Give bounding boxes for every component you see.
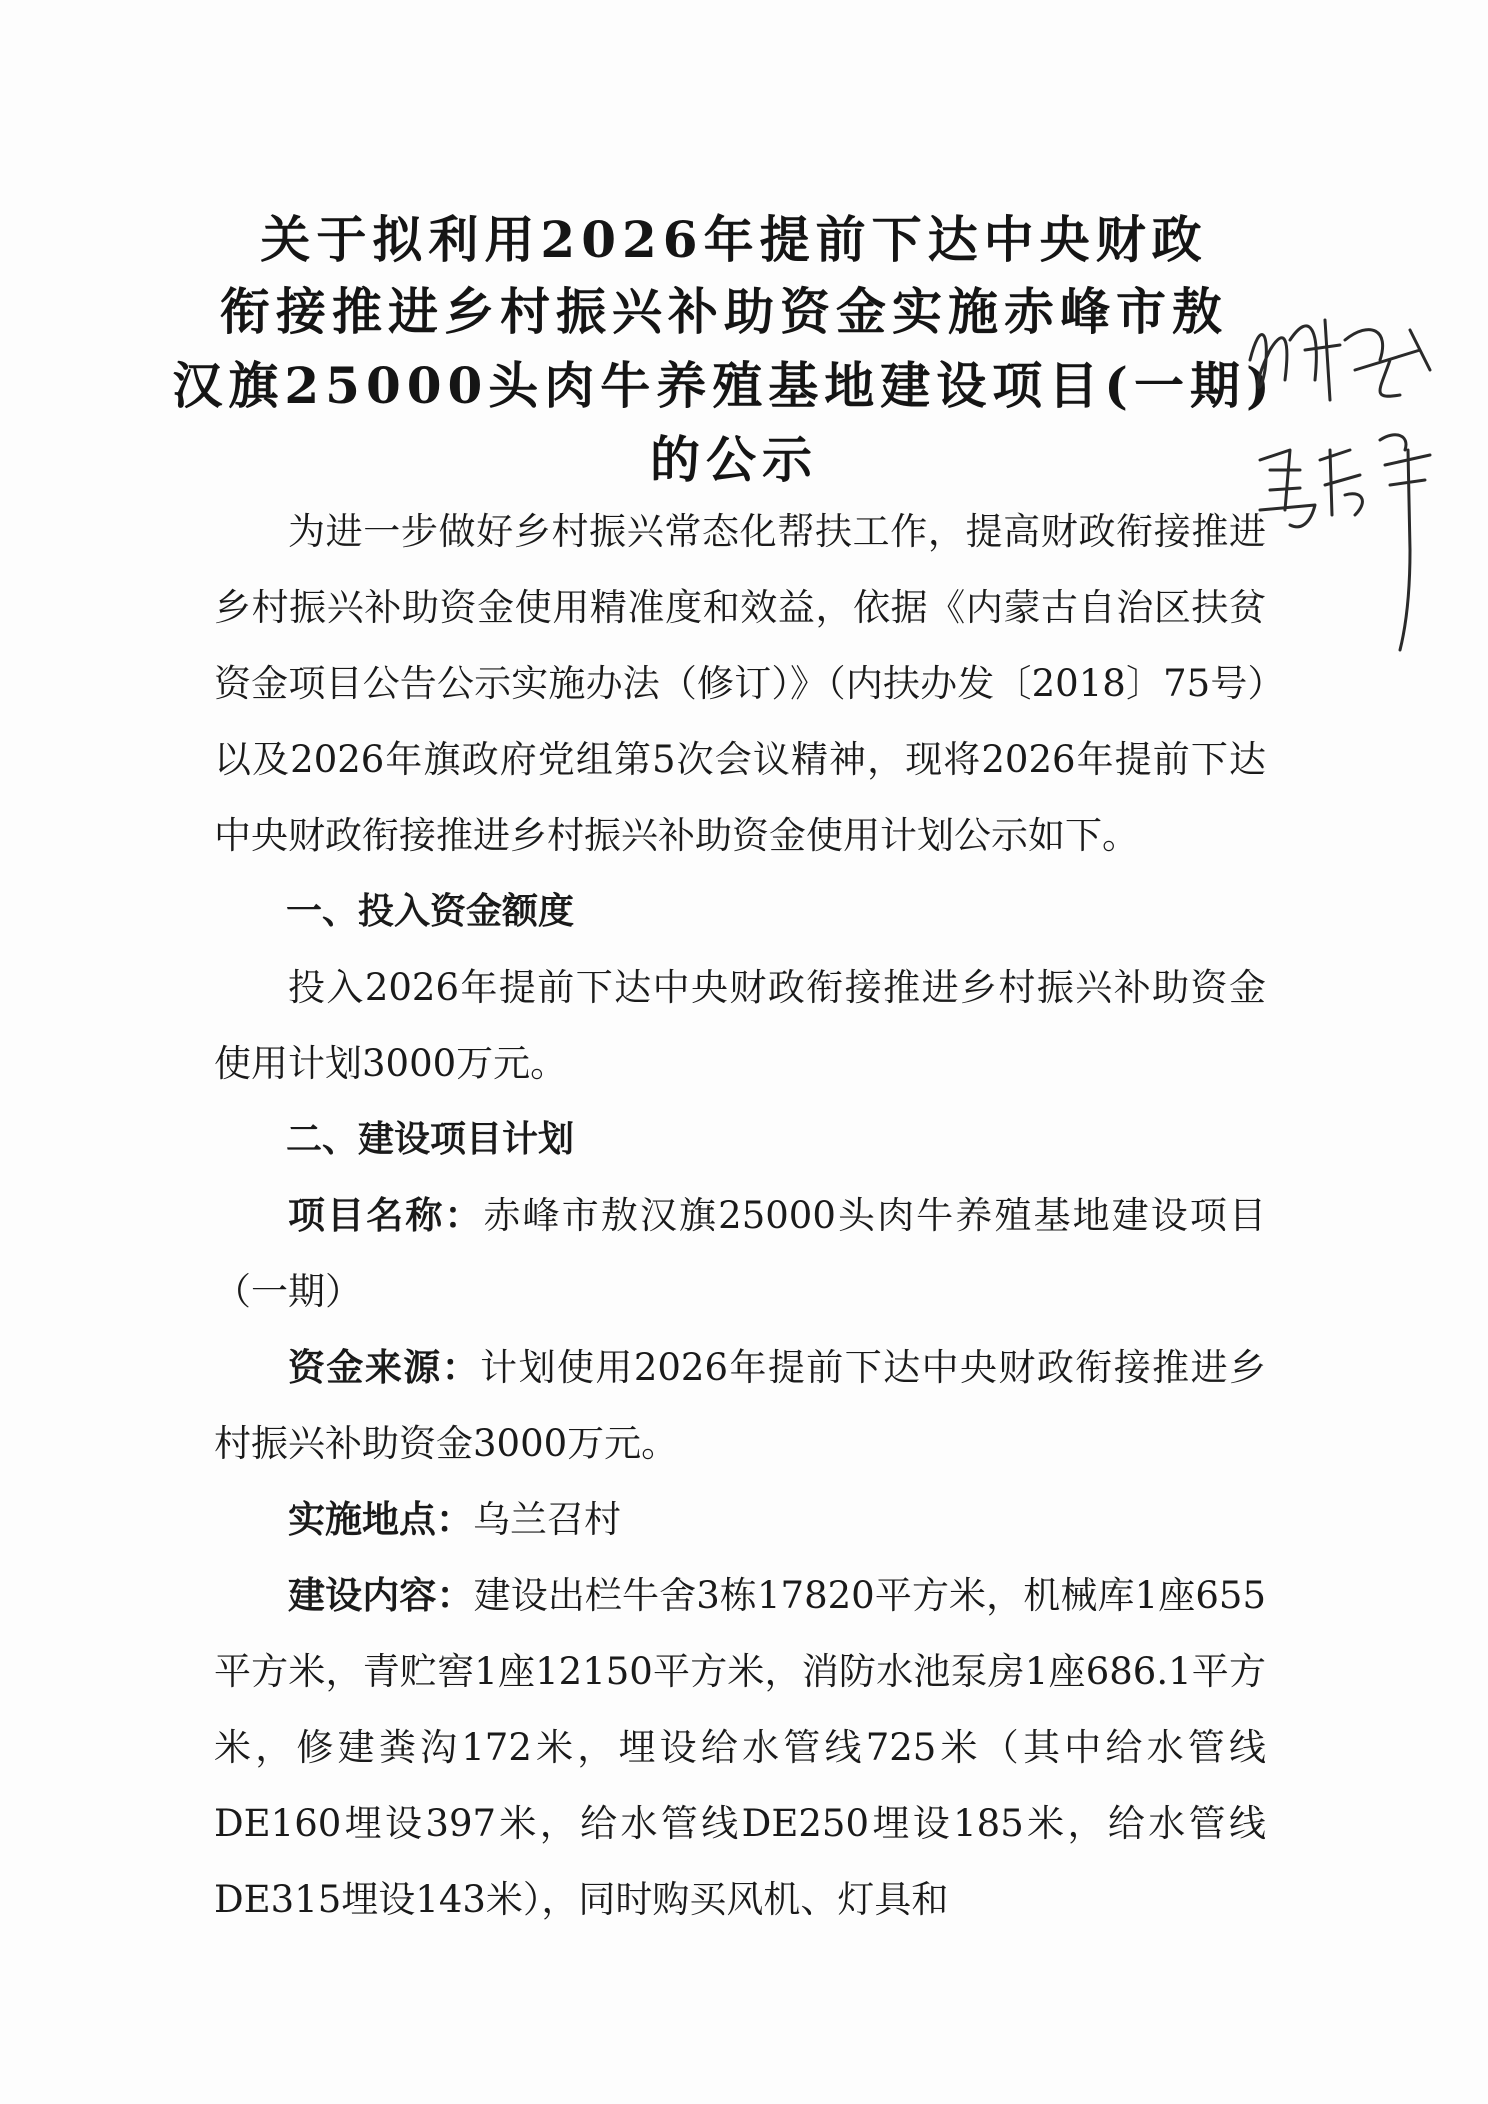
item-value: 赤峰市敖汉旗25000头肉牛养殖基地建设项目（一期） — [214, 1194, 1267, 1313]
item-value: 乌兰召村 — [473, 1498, 621, 1541]
item-label: 实施地点： — [288, 1498, 473, 1541]
section1-paragraph: 投入2026年提前下达中央财政衔接推进乡村振兴补助资金使用计划3000万元。 — [214, 966, 1266, 1085]
item-project-name — [214, 1178, 1266, 1330]
document-body — [214, 494, 1266, 1938]
title-line-4: 的公示 — [650, 430, 818, 489]
title-line-2: 衔接推进乡村振兴补助资金实施赤峰市敖 — [220, 282, 1228, 341]
section2-heading: 二、建设项目计划 — [286, 1119, 575, 1160]
item-label: 建设内容： — [288, 1574, 474, 1617]
item-label: 项目名称： — [288, 1194, 484, 1237]
section1-heading: 一、投入资金额度 — [286, 891, 575, 932]
title-line-3: 汉旗25000头肉牛养殖基地建设项目(一期) — [172, 356, 1276, 415]
item-value: 建设出栏牛舍3栋17820平方米，机械库1座655平方米，青贮窖1座12150平方米，消防水池泵房1座686.1平方米，修建粪沟172米，埋设给水管线725米（其中给水管线DE160埋设397米，给水管线DE250埋设185米，给水管线DE315埋设143米），同时购买风机、灯具和 — [214, 1574, 1267, 1921]
item-fund-source — [214, 1330, 1266, 1482]
intro-paragraph: 为进一步做好乡村振兴常态化帮扶工作，提高财政衔接推进乡村振兴补助资金使用精准度和效益，依据《内蒙古自治区扶贫资金项目公告公示实施办法（修订）》（内扶办发〔2018〕75号）以及2026年旗政府党组第5次会议精神，现将2026年提前下达中央财政衔接推进乡村振兴补助资金使用计划公示如下。 — [214, 510, 1266, 857]
item-construction — [214, 1558, 1266, 1938]
item-location — [214, 1482, 1266, 1558]
item-label: 资金来源： — [288, 1346, 481, 1389]
title-line-1: 关于拟利用2026年提前下达中央财政 — [260, 210, 1208, 269]
item-value: 计划使用2026年提前下达中央财政衔接推进乡村振兴补助资金3000万元。 — [214, 1346, 1266, 1465]
